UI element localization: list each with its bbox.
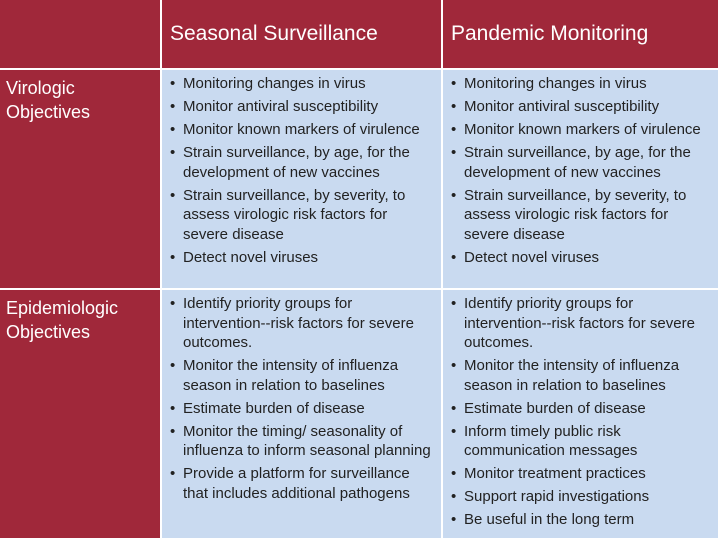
list-item: • Detect novel viruses: [449, 248, 712, 268]
column-header-seasonal: Seasonal Surveillance: [162, 0, 443, 70]
list-item: • Monitor known markers of virulence: [449, 120, 712, 140]
column-header-pandemic: Pandemic Monitoring: [443, 0, 720, 70]
epidemiologic-pandemic-cell: [443, 290, 720, 540]
list-item: • Estimate burden of disease: [449, 399, 712, 419]
table-corner: [0, 0, 162, 70]
bullet-list: [168, 294, 435, 503]
list-item: • Monitor antiviral susceptibility: [449, 97, 712, 117]
list-item: • Identify priority groups for intervention--risk factors for severe outcomes.: [168, 294, 435, 353]
virologic-seasonal-cell: [162, 70, 443, 290]
list-item: • Monitor the timing/ seasonality of influenza to inform seasonal planning: [168, 422, 435, 461]
epidemiologic-seasonal-cell: [162, 290, 443, 540]
list-item: • Strain surveillance, by age, for the development of new vaccines: [449, 143, 712, 182]
row-header-epidemiologic: Epidemiologic Objectives: [0, 290, 162, 540]
list-item: • Detect novel viruses: [168, 248, 435, 268]
list-item: • Monitoring changes in virus: [449, 74, 712, 94]
list-item: • Strain surveillance, by severity, to assess virologic risk factors for severe disease: [168, 186, 435, 245]
list-item: • Monitor the intensity of influenza season in relation to baselines: [168, 356, 435, 395]
list-item: • Inform timely public risk communication messages: [449, 422, 712, 461]
list-item: • Monitoring changes in virus: [168, 74, 435, 94]
row-header-virologic: Virologic Objectives: [0, 70, 162, 290]
bullet-list: [449, 294, 712, 530]
list-item: • Monitor treatment practices: [449, 464, 712, 484]
list-item: • Monitor antiviral susceptibility: [168, 97, 435, 117]
list-item: • Support rapid investigations: [449, 487, 712, 507]
list-item: • Strain surveillance, by severity, to assess virologic risk factors for severe disease: [449, 186, 712, 245]
list-item: • Estimate burden of disease: [168, 399, 435, 419]
virologic-pandemic-cell: [443, 70, 720, 290]
list-item: • Monitor known markers of virulence: [168, 120, 435, 140]
list-item: • Provide a platform for surveillance that includes additional pathogens: [168, 464, 435, 503]
list-item: • Monitor the intensity of influenza season in relation to baselines: [449, 356, 712, 395]
list-item: • Be useful in the long term: [449, 510, 712, 530]
bullet-list: [449, 74, 712, 267]
bullet-list: [168, 74, 435, 267]
list-item: • Strain surveillance, by age, for the development of new vaccines: [168, 143, 435, 182]
list-item: • Identify priority groups for intervention--risk factors for severe outcomes.: [449, 294, 712, 353]
